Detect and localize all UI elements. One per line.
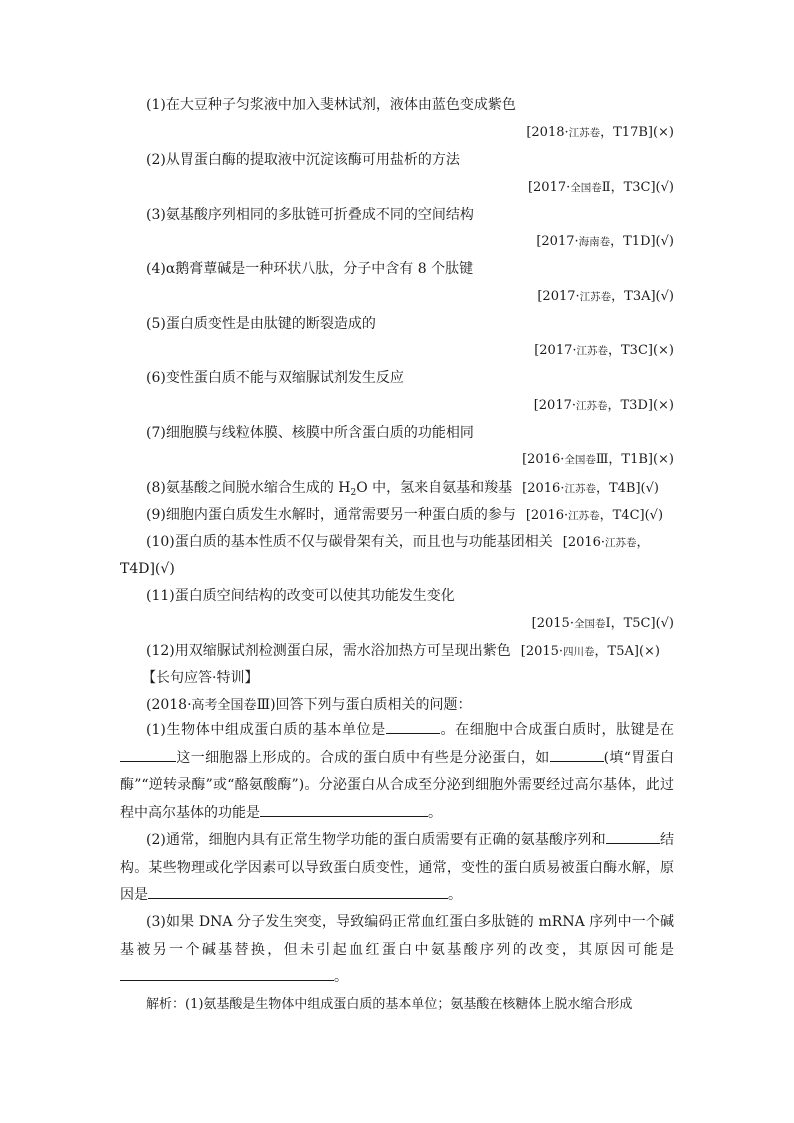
judgment-item-9: (9)细胞内蛋白质发生水解时，通常需要另一种蛋白质的参与 [2016·江苏卷，T4C](√) <box>146 507 664 523</box>
question-3: (3)如果 DNA 分子发生突变，导致编码正常血红蛋白多肽链的 mRNA 序列中一个碱基被另一个碱基替换，但未引起血红蛋白中氨基酸序列的改变，其原因可能是。 <box>120 914 674 985</box>
source-citation-3: [2017·海南卷，T1D](√) <box>536 234 674 249</box>
source-citation-10: [2016·江苏卷， <box>562 535 650 550</box>
answer-blank-7[interactable] <box>120 966 334 981</box>
judgment-item-12: (12)用双缩脲试剂检测蛋白尿，需水浴加热方可呈现出紫色 [2015·四川卷，T5A](×) <box>146 643 660 659</box>
judgment-item-4: (4)α鹅膏蕈碱是一种环状八肽，分子中含有 8 个肽键 <box>146 261 474 277</box>
judgment-item-1: (1)在大豆种子匀浆液中加入斐林试剂，液体由蓝色变成紫色 <box>146 97 516 113</box>
judgment-item-3: (3)氨基酸序列相同的多肽链可折叠成不同的空间结构 <box>146 207 474 223</box>
question-1: (1)生物体中组成蛋白质的基本单位是 。在细胞中合成蛋白质时，肽键是在这一细胞器上形成的。合成的蛋白质中有些是分泌蛋白，如 (填“胃蛋白酶”“逆转录酶”或“酪氨酸酶”)。分泌蛋白从合成至分泌到细胞外需要经过高尔基体，此过程中高尔基体的功能是 。 <box>120 717 674 827</box>
judgment-item-8: (8)氨基酸之间脱水缩合生成的 $H_2O$ 中，氢来自氨基和羧基 [2016·江苏卷，T4B](√) <box>146 480 659 498</box>
question-2: (2)通常，细胞内具有正常生物学功能的蛋白质需要有正确的氨基酸序列和 结构。某些物理或化学因素可以导致蛋白质变性，通常，变性的蛋白质易被蛋白酶水解，原因是 。 <box>120 827 674 910</box>
source-citation-8: [2016·江苏卷，T4B](√) <box>522 481 659 496</box>
source-citation-12: [2015·四川卷，T5A](×) <box>520 644 660 659</box>
judgment-item-5: (5)蛋白质变性是由肽键的断裂造成的 <box>146 316 376 332</box>
answer-blank-5[interactable] <box>606 829 660 844</box>
question-intro: (2018·高考全国卷Ⅲ)回答下列与蛋白质相关的问题： <box>146 697 472 713</box>
source-citation-1: [2018·江苏卷，T17B](×) <box>526 125 674 140</box>
source-citation-5: [2017·江苏卷，T3C](×) <box>534 343 674 358</box>
judgment-item-2: (2)从胃蛋白酶的提取液中沉淀该酶可用盐析的方法 <box>146 152 460 168</box>
answer-blank-2[interactable] <box>120 747 176 762</box>
source-citation-7: [2016·全国卷Ⅲ，T1B](×) <box>522 452 674 467</box>
source-citation-11: [2015·全国卷Ⅰ，T5C](√) <box>531 616 674 631</box>
judgment-item-10-continued: T4D](√) <box>120 561 175 577</box>
source-citation-4: [2017·江苏卷，T3A](√) <box>537 289 674 304</box>
answer-blank-6[interactable] <box>148 884 448 899</box>
judgment-item-7: (7)细胞膜与线粒体膜、核膜中所含蛋白质的功能相同 <box>146 425 474 441</box>
source-citation-2: [2017·全国卷Ⅱ，T3C](√) <box>527 180 674 195</box>
source-citation-9: [2016·江苏卷，T4C](√) <box>525 508 664 523</box>
judgment-item-11: (11)蛋白质空间结构的改变可以使其功能发生变化 <box>146 588 455 604</box>
answer-blank-3[interactable] <box>550 747 604 762</box>
answer-blank-1[interactable] <box>386 719 440 734</box>
judgment-item-10: (10)蛋白质的基本性质不仅与碳骨架有关，而且也与功能基团相关 [2016·江苏卷， <box>146 534 650 550</box>
answer-blank-4[interactable] <box>260 802 428 817</box>
section-heading: 【长句应答·特训】 <box>142 670 259 686</box>
source-citation-6: [2017·江苏卷，T3D](×) <box>533 398 674 413</box>
analysis-text: 解析：(1)氨基酸是生物体中组成蛋白质的基本单位；氨基酸在核糖体上脱水缩合形成 <box>146 997 633 1012</box>
judgment-item-6: (6)变性蛋白质不能与双缩脲试剂发生反应 <box>146 370 404 386</box>
